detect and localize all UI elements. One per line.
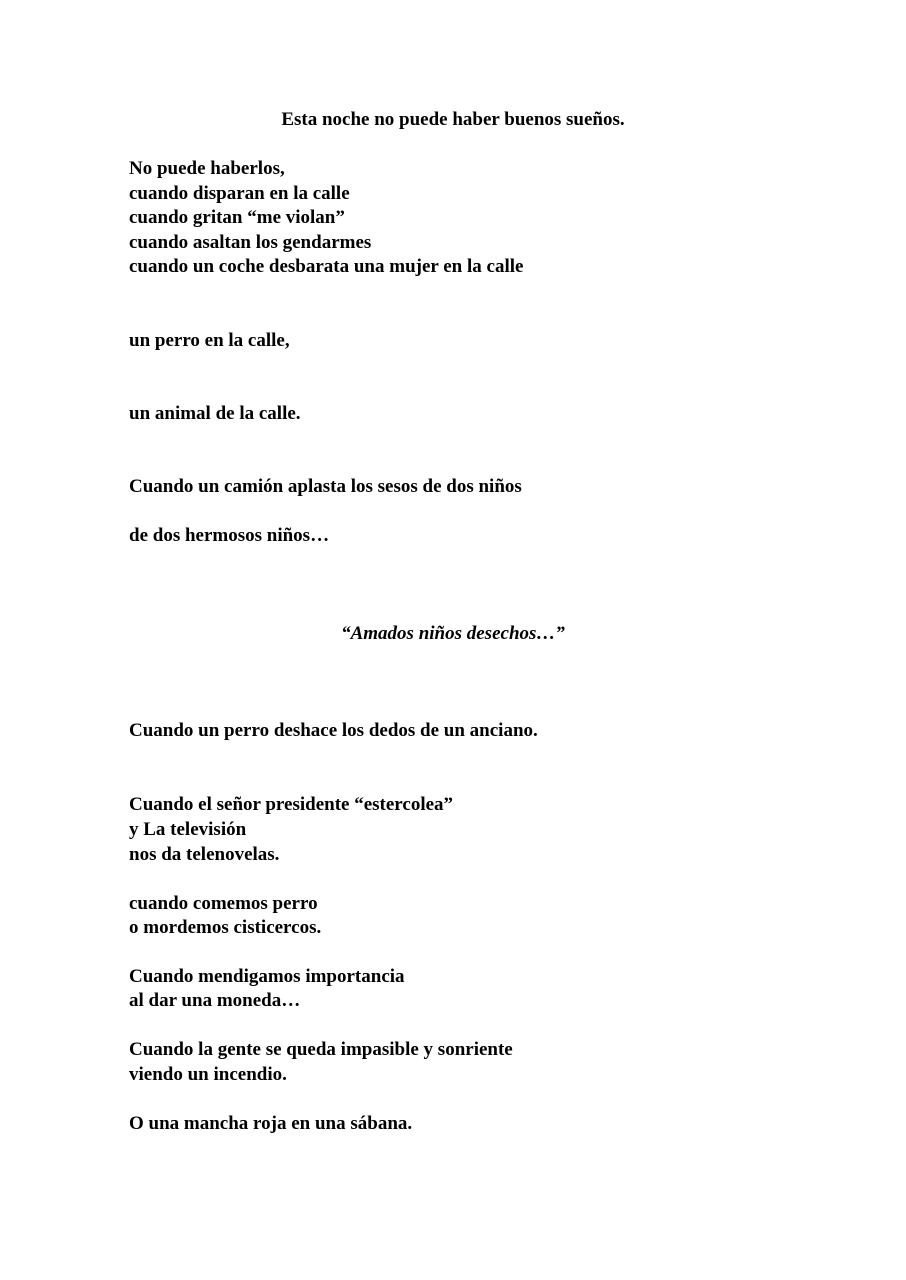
poem-line: Cuando el señor presidente “estercolea” [129,794,454,815]
poem-line: Cuando un perro deshace los dedos de un anciano. [129,720,538,741]
poem-line: viendo un incendio. [129,1064,287,1085]
poem-line: cuando gritan “me violan” [129,207,345,228]
poem-line: cuando disparan en la calle [129,183,350,204]
poem-title: Esta noche no puede haber buenos sueños. [281,109,625,130]
poem-line: y La televisión [129,819,247,840]
poem-line: Cuando la gente se queda impasible y sonriente [129,1039,513,1060]
poem-line: cuando comemos perro [129,893,318,914]
poem-line: Cuando mendigamos importancia [129,966,405,987]
poem-line: o mordemos cisticercos. [129,917,322,938]
poem-line: al dar una moneda… [129,990,301,1011]
poem-line: un perro en la calle, [129,330,290,351]
poem-line: Cuando un camión aplasta los sesos de dos niños [129,476,522,497]
poem-quote: “Amados niños desechos…” [341,623,565,644]
poem-line: un animal de la calle. [129,403,301,424]
poem-line: No puede haberlos, [129,158,285,179]
poem-line: cuando un coche desbarata una mujer en la calle [129,256,524,277]
poem-line: cuando asaltan los gendarmes [129,232,372,253]
poem-line: de dos hermosos niños… [129,525,330,546]
poem-line: nos da telenovelas. [129,844,280,865]
poem-line: O una mancha roja en una sábana. [129,1113,413,1134]
